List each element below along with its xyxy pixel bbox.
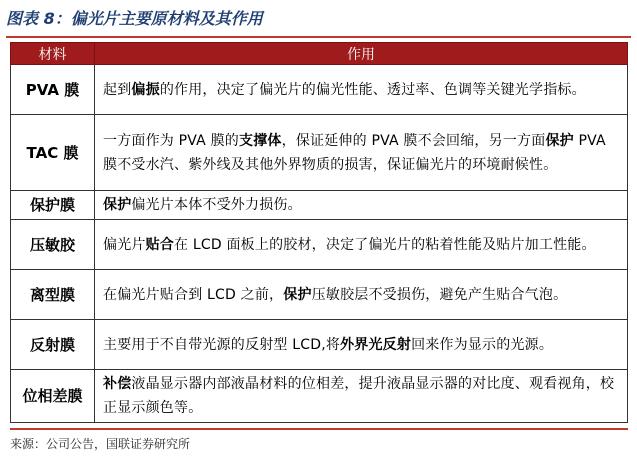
function-cell — [95, 191, 628, 220]
header-material: 材料 — [11, 43, 95, 65]
source-note: 来源：公司公告，国联证券研究所 — [10, 428, 628, 452]
table-header-row — [11, 43, 628, 65]
material-cell: 反射膜 — [11, 320, 95, 370]
function-cell — [95, 65, 628, 115]
description-text: 主要用于不自带光源的反射型 LCD,将 — [103, 336, 341, 353]
description-text: 在 LCD 面板上的胶材，决定了偏光片的粘着性能及贴片加工性能。 — [174, 236, 596, 253]
figure-title: 图表 8：偏光片主要原材料及其作用 — [6, 6, 631, 38]
description-text: 在偏光片贴合到 LCD 之前， — [103, 286, 284, 303]
description-text: 偏光片 — [103, 236, 146, 253]
description-text: ，保证延伸的 PVA 膜不会回缩，另一方面 — [281, 132, 546, 149]
function-cell — [95, 320, 628, 370]
emphasis-text: 支撑体 — [239, 132, 282, 149]
emphasis-text: 偏振 — [131, 81, 160, 98]
table-row — [11, 270, 628, 320]
description-text: 液晶显示器内部液晶材料的位相差，提升液晶显示器的对比度、观看视角，校正显示颜色等。 — [103, 376, 615, 416]
table-row — [11, 370, 628, 423]
description-text: 回来作为显示的光源。 — [411, 336, 554, 353]
material-cell: 位相差膜 — [11, 370, 95, 423]
description-text: PVA 膜不受水汽、紫外线及其他外界物质的损害，保证偏光片的环境耐候性。 — [103, 132, 606, 173]
table-row — [11, 320, 628, 370]
description-text: 偏光片本体不受外力损伤。 — [131, 197, 302, 213]
emphasis-text: 补偿 — [103, 376, 132, 392]
emphasis-text: 外界光反射 — [340, 336, 412, 353]
emphasis-text: 贴合 — [145, 236, 175, 253]
material-cell: PVA 膜 — [11, 65, 95, 115]
table-row — [11, 115, 628, 191]
emphasis-text: 保护 — [283, 286, 312, 303]
material-cell: TAC 膜 — [11, 115, 95, 191]
table-row — [11, 220, 628, 270]
description-text: 的作用，决定了偏光片的偏光性能、透过率、色调等关键光学指标。 — [159, 81, 586, 98]
function-cell — [95, 115, 628, 191]
function-cell — [95, 220, 628, 270]
function-cell — [95, 370, 628, 423]
material-cell: 压敏胶 — [11, 220, 95, 270]
table-row — [11, 65, 628, 115]
description-text: 一方面作为 PVA 膜的 — [103, 132, 240, 149]
emphasis-text: 保护 — [545, 132, 574, 149]
description-text: 压敏胶层不受损伤，避免产生贴合气泡。 — [311, 286, 568, 303]
material-cell: 保护膜 — [11, 191, 95, 220]
table-row — [11, 191, 628, 220]
header-function: 作用 — [95, 43, 628, 65]
emphasis-text: 保护 — [103, 197, 132, 213]
description-text: 起到 — [103, 81, 132, 98]
material-cell: 离型膜 — [11, 270, 95, 320]
table-body — [11, 65, 628, 423]
materials-table — [10, 42, 628, 423]
function-cell — [95, 270, 628, 320]
